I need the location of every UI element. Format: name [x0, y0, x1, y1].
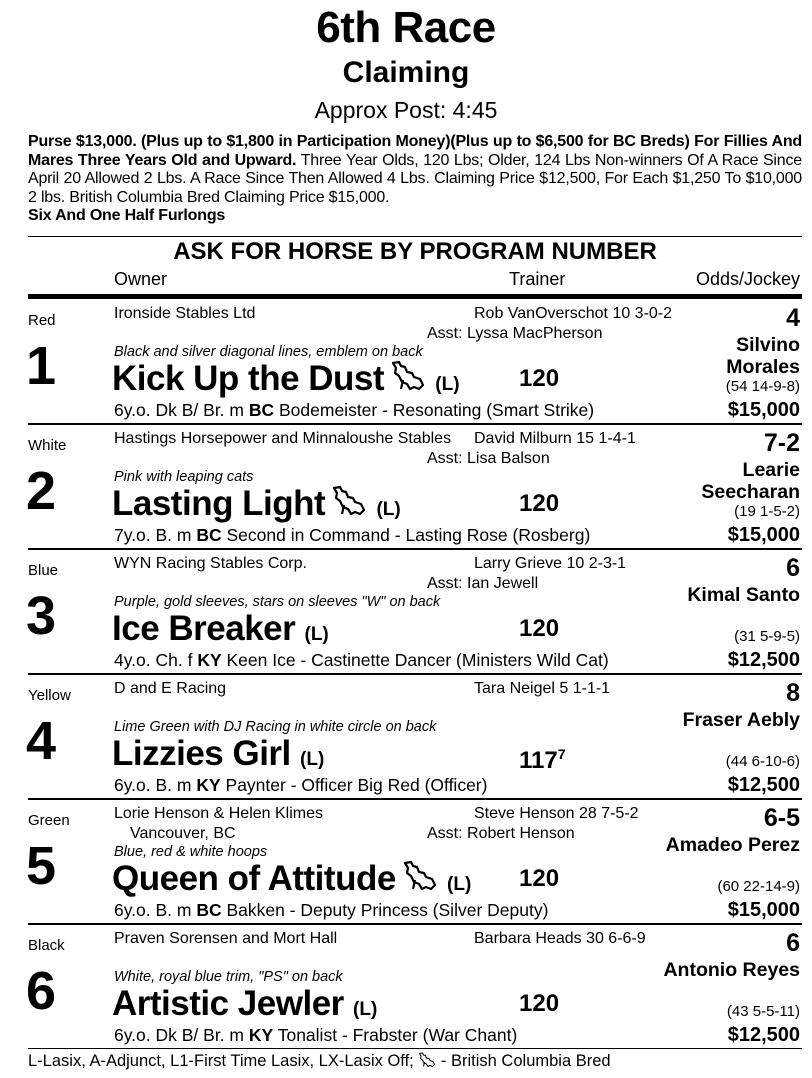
state-bred: KY: [248, 1025, 274, 1045]
horse-name-line: [112, 733, 324, 781]
weight: [519, 739, 566, 776]
bc-map-icon: [418, 1051, 436, 1067]
breeding: [114, 525, 590, 546]
entry-row: [28, 798, 802, 922]
horse-name-line: [112, 358, 460, 406]
morning-line-odds: 8: [786, 679, 800, 707]
medication: (L): [353, 999, 378, 1020]
column-owner: Owner: [114, 269, 168, 289]
saddlecloth-color: White: [28, 437, 67, 454]
weight: [519, 614, 559, 644]
medication: (L): [435, 374, 460, 395]
state-bred: BC: [196, 900, 222, 920]
horse-name-line: [112, 983, 377, 1031]
owner: Ironside Stables Ltd: [114, 305, 256, 322]
column-odds-jockey: Odds/Jockey: [695, 269, 800, 289]
entry-divider: [28, 673, 802, 675]
weight-value: 120: [519, 615, 560, 642]
silks-description: White, royal blue trim, "PS" on back: [114, 969, 343, 985]
jockey-record: (60 22-14-9): [717, 878, 800, 895]
legend-text: L-Lasix, A-Adjunct, L1-First Time Lasix, LX-Lasix Off;: [28, 1052, 419, 1070]
bc-map-icon: [402, 860, 438, 892]
conditions-text: Three Year Olds, 120 Lbs; Older, 124 Lbs Non-winners Of A Race Since April 20 Allowed 2 Lbs. A Race Since Then Allowed 4 Lbs. Claiming Price $12,500, For Each $1,250 To $10,000 2 lbs. British Columbia Bred Claiming Price $15,000.: [28, 151, 802, 206]
jockey-record: (54 14-9-8): [725, 378, 800, 395]
pedigree: Keen Ice - Castinette Dancer (Ministers Wild Cat): [221, 650, 609, 670]
pedigree: Second in Command - Lasting Rose (Rosberg): [221, 525, 591, 545]
saddlecloth-color: Green: [28, 812, 70, 829]
claiming-price: $15,000: [727, 399, 800, 421]
assistant-trainer: Asst: Ian Jewell: [427, 575, 539, 592]
jockey: Learie Seecharan: [701, 459, 800, 503]
owner: WYN Racing Stables Corp.: [114, 555, 307, 572]
age-sex: 6y.o. Dk B/ Br. m: [114, 400, 249, 420]
pedigree: Tonalist - Frabster (War Chant): [273, 1025, 518, 1045]
breeding: [114, 900, 548, 921]
legend: [28, 1048, 802, 1073]
age-sex: 6y.o. Dk B/ Br. m: [114, 1025, 249, 1045]
jockey: Silvino Morales: [726, 334, 800, 378]
bc-map-icon: [390, 360, 426, 392]
race-type: Claiming: [342, 56, 470, 89]
conditions-bold: Purse $13,000. (Plus up to $1,800 in Participation Money)(Plus up to $6,500 for BC Breds) For Fillies And Mares Three Years Old and Upward.: [28, 133, 802, 169]
saddlecloth-color: Yellow: [28, 687, 71, 704]
post-time: Approx Post: 4:45: [314, 97, 498, 123]
age-sex: 7y.o. B. m: [114, 525, 197, 545]
ask-banner: ASK FOR HORSE BY PROGRAM NUMBER: [28, 236, 802, 267]
trainer: Larry Grieve 10 2-3-1: [474, 555, 627, 572]
trainer: Rob VanOverschot 10 3-0-2: [474, 305, 673, 322]
pedigree: Bakken - Deputy Princess (Silver Deputy): [221, 900, 549, 920]
trainer: Steve Henson 28 7-5-2: [474, 805, 639, 822]
horse-name: Lasting Light: [112, 484, 326, 523]
silks-description: Black and silver diagonal lines, emblem on back: [114, 344, 423, 360]
silks-description: Lime Green with DJ Racing in white circle on back: [114, 719, 437, 735]
entry-divider: [28, 923, 802, 925]
jockey: Kimal Santo: [687, 584, 800, 606]
state-bred: KY: [196, 775, 221, 795]
entry-row: [28, 548, 802, 672]
entry-row: [28, 298, 802, 422]
assistant-trainer: Asst: Lisa Balson: [427, 450, 550, 467]
owner-location: Vancouver, BC: [130, 825, 236, 842]
program-number: 6: [26, 961, 57, 1021]
pedigree: Paynter - Officer Big Red (Officer): [220, 775, 488, 795]
weight-value: 120: [519, 490, 560, 517]
horse-name-line: [112, 858, 471, 906]
horse-name: Queen of Attitude: [112, 859, 396, 898]
horse-name-line: [112, 483, 401, 531]
state-bred: KY: [197, 650, 222, 670]
apprentice-allowance: 7: [557, 746, 566, 762]
horse-name: Artistic Jewler: [112, 984, 344, 1023]
silks-description: Purple, gold sleeves, stars on sleeves "W" on back: [114, 594, 441, 610]
medication: (L): [300, 749, 325, 770]
horse-name: Kick Up the Dust: [112, 359, 385, 398]
breeding: [114, 775, 487, 796]
race-conditions: [28, 133, 802, 226]
breeding: [114, 400, 594, 421]
owner: Praven Sorensen and Mort Hall: [114, 930, 338, 947]
jockey-record: (19 1-5-2): [734, 503, 800, 520]
state-bred: BC: [196, 525, 222, 545]
jockey-record: (44 6-10-6): [725, 753, 800, 770]
morning-line-odds: 4: [786, 304, 800, 332]
jockey-record: (43 5-5-11): [726, 1003, 800, 1020]
claiming-price: $12,500: [727, 1024, 800, 1046]
age-sex: 6y.o. B. m: [114, 775, 197, 795]
morning-line-odds: 6-5: [763, 804, 800, 832]
race-distance: Six And One Half Furlongs: [28, 207, 226, 224]
state-bred: BC: [248, 400, 275, 420]
jockey-record: (31 5-9-5): [734, 628, 800, 645]
pedigree: Bodemeister - Resonating (Smart Strike): [274, 400, 595, 420]
age-sex: 4y.o. Ch. f: [114, 650, 198, 670]
horse-name: Lizzies Girl: [112, 734, 291, 773]
age-sex: 6y.o. B. m: [114, 900, 197, 920]
silks-description: Pink with leaping cats: [114, 469, 254, 485]
weight: [519, 864, 559, 894]
program-number: 4: [26, 711, 57, 771]
saddlecloth-color: Red: [28, 312, 56, 329]
weight-value: 120: [519, 365, 560, 392]
assistant-trainer: Asst: Lyssa MacPherson: [427, 325, 603, 342]
entry-divider: [28, 798, 802, 800]
bc-map-icon: [331, 485, 367, 517]
owner: Lorie Henson & Helen Klimes: [114, 805, 323, 822]
program-number: 1: [26, 336, 57, 396]
weight: [519, 989, 559, 1019]
jockey: Fraser Aebly: [682, 709, 800, 731]
claiming-price: $15,000: [727, 899, 800, 921]
breeding: [114, 650, 609, 671]
claiming-price: $12,500: [727, 774, 800, 796]
saddlecloth-color: Blue: [28, 562, 59, 579]
horse-name: Ice Breaker: [112, 609, 296, 648]
medication: (L): [447, 874, 472, 895]
owner: Hastings Horsepower and Minnaloushe Stables: [114, 430, 452, 447]
weight-value: 120: [519, 865, 560, 892]
race-header: [0, 4, 812, 124]
medication: (L): [376, 499, 401, 520]
horse-name-line: [112, 608, 329, 656]
claiming-price: $12,500: [727, 649, 800, 671]
entry-row: [28, 423, 802, 547]
entry-divider: [28, 423, 802, 425]
weight: [519, 489, 559, 519]
trainer: Barbara Heads 30 6-6-9: [474, 930, 646, 947]
owner: D and E Racing: [114, 680, 227, 697]
entry-row: [28, 673, 802, 797]
program-number: 2: [26, 461, 57, 521]
morning-line-odds: 6: [786, 554, 800, 582]
jockey: Amadeo Perez: [665, 834, 800, 856]
breeding: [114, 1025, 517, 1046]
legend-bc-text: - British Columbia Bred: [436, 1052, 611, 1070]
column-trainer: Trainer: [509, 269, 566, 289]
entry-row: [28, 923, 802, 1047]
program-number: 5: [26, 836, 57, 896]
weight: [519, 364, 559, 394]
entry-divider: [28, 548, 802, 550]
weight-value: 117: [519, 747, 558, 774]
claiming-price: $15,000: [727, 524, 800, 546]
morning-line-odds: 7-2: [763, 429, 800, 457]
morning-line-odds: 6: [786, 929, 800, 957]
race-title: 6th Race: [316, 3, 496, 52]
trainer: David Milburn 15 1-4-1: [474, 430, 636, 447]
trainer: Tara Neigel 5 1-1-1: [474, 680, 611, 697]
program-number: 3: [26, 586, 57, 646]
silks-description: Blue, red & white hoops: [114, 844, 268, 860]
weight-value: 120: [519, 990, 560, 1017]
assistant-trainer: Asst: Robert Henson: [427, 825, 575, 842]
medication: (L): [304, 624, 329, 645]
saddlecloth-color: Black: [28, 937, 65, 954]
jockey: Antonio Reyes: [663, 959, 800, 981]
